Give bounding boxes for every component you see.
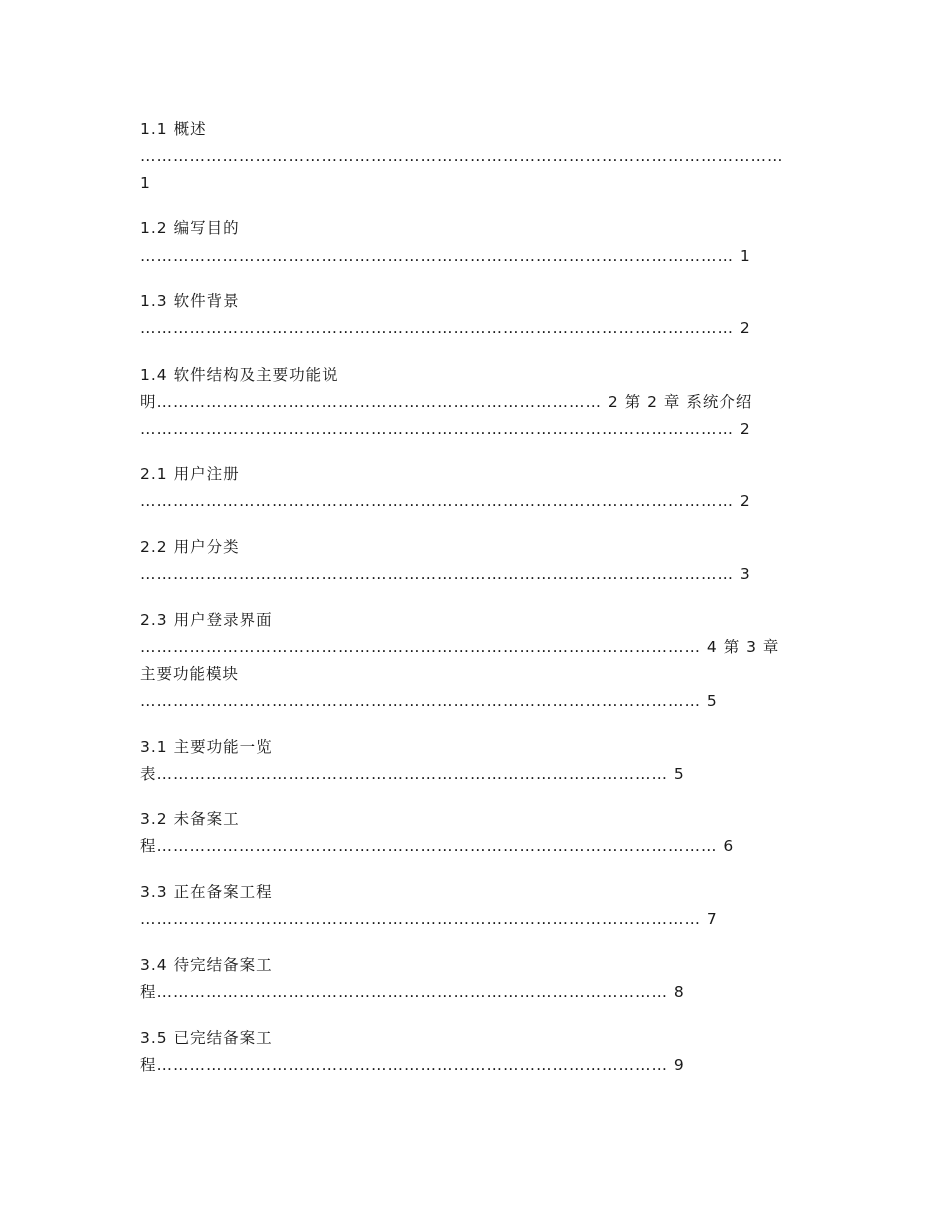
toc-leader-page: ………………………………………………………………………………………… 5 xyxy=(140,692,718,710)
toc-entry-title: 2.3 用户登录界面 xyxy=(140,611,273,629)
toc-entry-title: 3.1 主要功能一览 xyxy=(140,738,273,756)
toc-leader-page: ……………………………………………………………………………………………… 1 xyxy=(140,247,751,265)
toc-leader-page: 明……………………………………………………………………… 2 第 2 章 系统介绍 xyxy=(140,393,753,411)
toc-leader-page: ………………………………………………………………………………………… 4 第 3 章 xyxy=(140,638,780,656)
toc-entry-title: 3.5 已完结备案工 xyxy=(140,1029,273,1047)
toc-entry-title: 1.1 概述 xyxy=(140,120,207,138)
toc-leader-page: ………………………………………………………………………………………… 7 xyxy=(140,910,718,928)
toc-entry-title: 3.3 正在备案工程 xyxy=(140,883,273,901)
toc-leader-page: ……………………………………………………………………………………………… 2 xyxy=(140,492,751,510)
toc-leader-page: ……………………………………………………………………………………………… 2 xyxy=(140,319,751,337)
toc-entry-title: 2.2 用户分类 xyxy=(140,538,240,556)
toc-leader-page: 表………………………………………………………………………………… 5 xyxy=(140,765,685,783)
toc-leader-page: 程………………………………………………………………………………… 8 xyxy=(140,983,685,1001)
toc-page-number: 1 xyxy=(140,174,151,192)
toc-leader: ……………………………………………………………………………………………………… xyxy=(140,147,784,165)
toc-entry-title: 1.4 软件结构及主要功能说 xyxy=(140,366,339,384)
toc-entry-title: 主要功能模块 xyxy=(140,665,240,683)
toc-entry-title: 1.3 软件背景 xyxy=(140,292,240,310)
toc-entry-title: 1.2 编写目的 xyxy=(140,219,240,237)
toc-leader-page: 程………………………………………………………………………………… 9 xyxy=(140,1056,685,1074)
toc-leader-page: ……………………………………………………………………………………………… 2 xyxy=(140,420,751,438)
toc-leader-page: ……………………………………………………………………………………………… 3 xyxy=(140,565,751,583)
toc-entry-title: 3.2 未备案工 xyxy=(140,810,240,828)
toc-leader-page: 程………………………………………………………………………………………… 6 xyxy=(140,837,735,855)
toc-entry-title: 3.4 待完结备案工 xyxy=(140,956,273,974)
toc-entry-title: 2.1 用户注册 xyxy=(140,465,240,483)
